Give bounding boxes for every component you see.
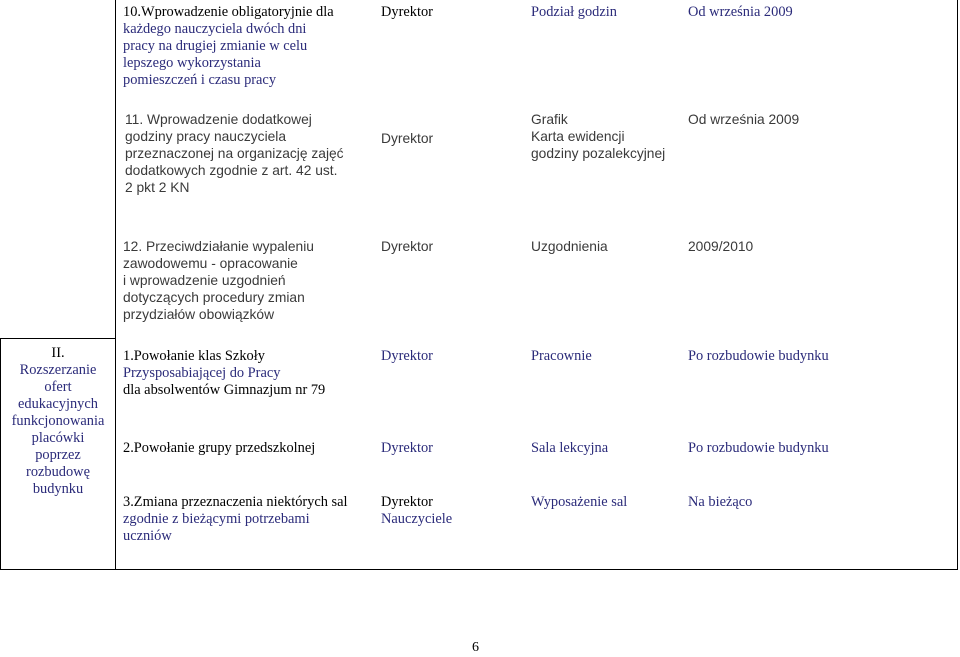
task-line: przydziałów obowiązków — [123, 307, 275, 322]
section-column-border — [0, 338, 1, 570]
means-cell: Pracownie — [531, 348, 592, 364]
task-line: 1.Powołanie klas Szkoły — [123, 348, 265, 364]
means-cell: Wyposażenie sal — [531, 494, 628, 510]
responsible-cell — [381, 494, 452, 528]
task-line: dotyczących procedury zmian — [123, 290, 305, 305]
responsible-cell: Dyrektor — [381, 239, 434, 254]
task-cell — [125, 111, 344, 196]
task-cell — [123, 238, 314, 323]
task-cell: 2.Powołanie grupy przedszkolnej — [123, 440, 316, 456]
section-line: funkcjonowania — [11, 413, 105, 429]
section-line: edukacyjnych — [18, 396, 98, 412]
means-line: Grafik — [531, 112, 568, 127]
task-line: 10.Wprowadzenie obligatoryjnie dla — [123, 4, 334, 20]
deadline-cell: Po rozbudowie budynku — [688, 348, 829, 364]
task-line: 2 pkt 2 KN — [125, 180, 190, 195]
section-line: ofert — [44, 379, 72, 395]
page-number: 6 — [472, 640, 479, 655]
table-bottom-border — [0, 569, 958, 570]
responsible-cell: Dyrektor — [381, 131, 434, 146]
responsible-cell: Dyrektor — [381, 440, 433, 456]
section-line: Rozszerzanie — [19, 362, 97, 378]
task-line: dla absolwentów Gimnazjum nr 79 — [123, 382, 326, 398]
task-line: i wprowadzenie uzgodnień — [123, 273, 286, 288]
task-line: pracy na drugiej zmianie w celu — [123, 38, 308, 54]
task-line: Przysposabiającej do Pracy — [123, 365, 281, 381]
deadline-cell: Od września 2009 — [688, 4, 793, 20]
responsible-cell: Dyrektor — [381, 4, 433, 20]
means-cell: Sala lekcyjna — [531, 440, 609, 456]
responsible-line: Nauczyciele — [381, 511, 453, 527]
means-line: Karta ewidencji — [531, 129, 625, 144]
task-line: pomieszczeń i czasu pracy — [123, 72, 277, 88]
task-line: zgodnie z bieżącymi potrzebami — [123, 511, 310, 527]
task-line: dodatkowych zgodnie z art. 42 ust. — [125, 163, 338, 178]
means-cell — [531, 111, 665, 162]
task-line: każdego nauczyciela dwóch dni — [123, 21, 307, 37]
task-line: godziny pracy nauczyciela — [125, 129, 287, 144]
section-line: poprzez — [35, 447, 81, 463]
task-line: lepszego wykorzystania — [123, 55, 261, 71]
responsible-cell: Dyrektor — [381, 348, 433, 364]
section-label — [2, 345, 114, 498]
task-line: zawodowemu - opracowanie — [123, 256, 298, 271]
task-line: 3.Zmiana przeznaczenia niektórych sal — [123, 494, 348, 510]
means-cell: Uzgodnienia — [531, 239, 608, 254]
task-cell — [123, 494, 348, 545]
section-line: budynku — [32, 481, 84, 497]
table-border-right — [957, 0, 958, 570]
section-row-top-border — [0, 338, 115, 339]
deadline-cell: Na bieżąco — [688, 494, 753, 510]
task-cell — [123, 4, 334, 89]
section-line: placówki — [31, 430, 85, 446]
task-line: przeznaczonej na organizację zajęć — [125, 146, 344, 161]
deadline-cell: Po rozbudowie budynku — [688, 440, 829, 456]
task-line: 11. Wprowadzenie dodatkowej — [125, 112, 312, 127]
deadline-cell: 2009/2010 — [688, 239, 754, 254]
task-line: 12. Przeciwdziałanie wypaleniu — [123, 239, 314, 254]
task-cell — [123, 348, 325, 399]
task-line: uczniów — [123, 528, 172, 544]
responsible-line: Dyrektor — [381, 494, 433, 510]
table-border-left — [115, 0, 116, 570]
deadline-cell: Od września 2009 — [688, 112, 800, 127]
means-line: godziny pozalekcyjnej — [531, 146, 666, 161]
means-cell: Podział godzin — [531, 4, 617, 20]
section-line: II. — [51, 345, 65, 361]
section-line: rozbudowę — [26, 464, 90, 480]
